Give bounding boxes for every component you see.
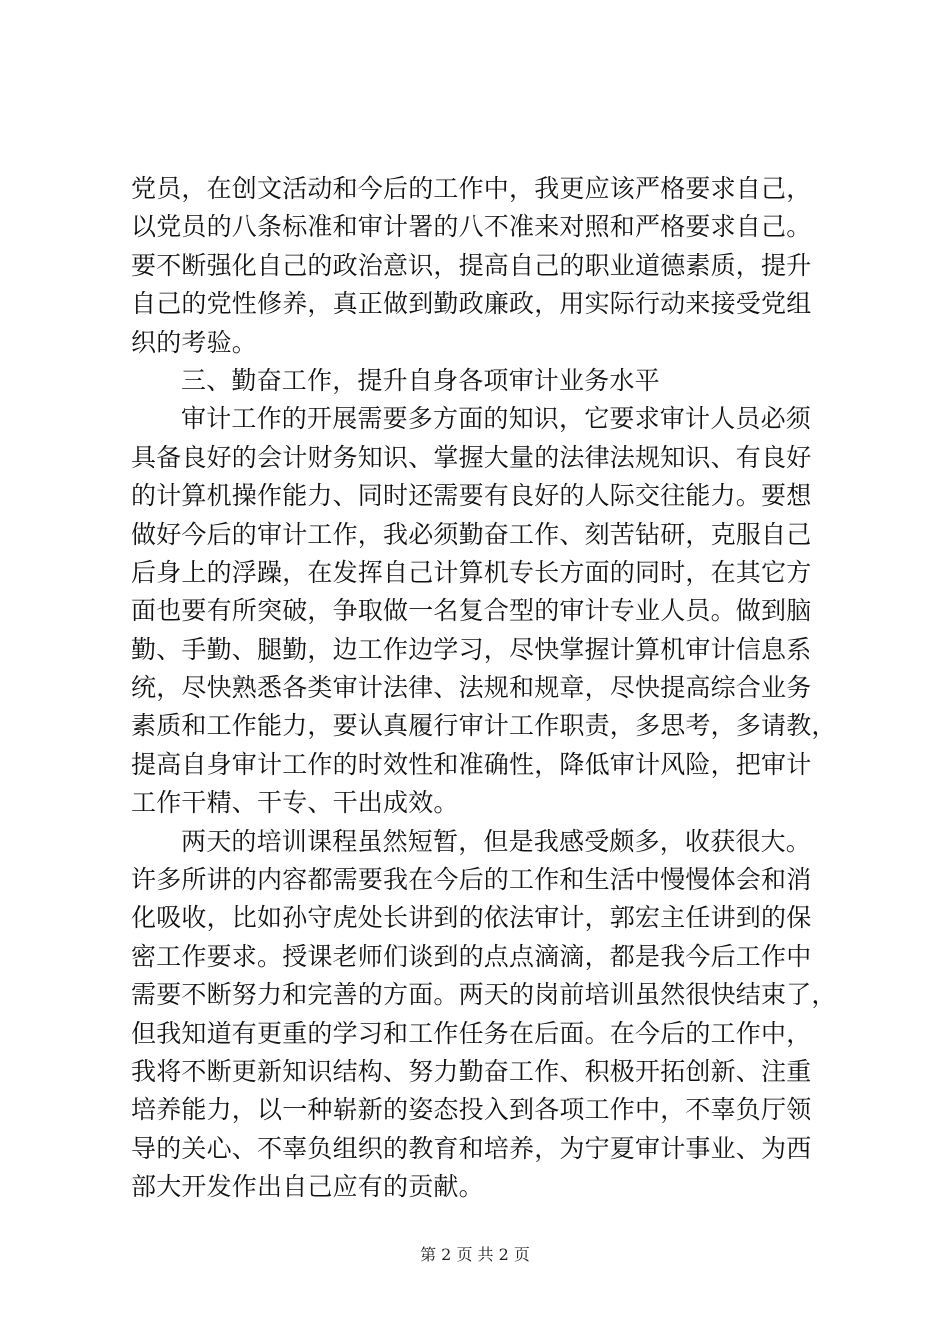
text-line: 需要不断努力和完善的方面。两天的岗前培训虽然很快结束了， bbox=[131, 980, 837, 1010]
text-line: 以党员的八条标准和审计署的八不准来对照和严格要求自己。 bbox=[131, 212, 812, 242]
text-line: 具备良好的会计财务知识、掌握大量的法律法规知识、有良好 bbox=[131, 442, 812, 472]
text-line: 面也要有所突破，争取做一名复合型的审计专业人员。做到脑 bbox=[131, 596, 812, 626]
text-line: 许多所讲的内容都需要我在今后的工作和生活中慢慢体会和消 bbox=[131, 865, 812, 895]
text-line: 审计工作的开展需要多方面的知识，它要求审计人员必须 bbox=[181, 404, 812, 434]
text-line: 培养能力，以一种崭新的姿态投入到各项工作中，不辜负厅领 bbox=[131, 1095, 812, 1125]
text-line: 党员，在创文活动和今后的工作中，我更应该严格要求自己， bbox=[131, 174, 812, 203]
text-line: 要不断强化自己的政治意识，提高自己的职业道德素质，提升 bbox=[131, 250, 812, 280]
text-line: 工作干精、干专、干出成效。 bbox=[131, 788, 459, 818]
text-line: 密工作要求。授课老师们谈到的点点滴滴，都是我今后工作中 bbox=[131, 941, 812, 971]
page-number-footer: 第 2 页 共 2 页 bbox=[420, 1245, 530, 1264]
document-body bbox=[131, 170, 837, 1207]
text-line: 部大开发作出自己应有的贡献。 bbox=[131, 1172, 484, 1202]
text-line: 后身上的浮躁，在发挥自己计算机专长方面的同时，在其它方 bbox=[131, 557, 812, 587]
text-line: 自己的党性修养，真正做到勤政廉政，用实际行动来接受党组 bbox=[131, 289, 812, 319]
text-line: 但我知道有更重的学习和工作任务在后面。在今后的工作中， bbox=[131, 1018, 812, 1048]
text-line: 的计算机操作能力、同时还需要有良好的人际交往能力。要想 bbox=[131, 481, 812, 511]
text-line: 做好今后的审计工作，我必须勤奋工作、刻苦钻研，克服自己 bbox=[131, 519, 812, 549]
text-line: 化吸收，比如孙守虎处长讲到的依法审计，郭宏主任讲到的保 bbox=[131, 903, 812, 933]
text-line: 两天的培训课程虽然短暂，但是我感受颇多，收获很大。 bbox=[181, 826, 812, 856]
text-line: 我将不断更新知识结构、努力勤奋工作、积极开拓创新、注重 bbox=[131, 1056, 812, 1086]
section-heading: 三、勤奋工作，提升自身各项审计业务水平 bbox=[181, 365, 660, 395]
text-line: 织的考验。 bbox=[131, 327, 258, 357]
text-line: 素质和工作能力，要认真履行审计工作职责，多思考，多请教， bbox=[131, 711, 837, 741]
text-line: 导的关心、不辜负组织的教育和培养，为宁夏审计事业、为西 bbox=[131, 1133, 812, 1163]
text-line: 勤、手勤、腿勤，边工作边学习，尽快掌握计算机审计信息系 bbox=[131, 634, 812, 664]
text-line: 统，尽快熟悉各类审计法律、法规和规章，尽快提高综合业务 bbox=[131, 673, 812, 703]
text-line: 提高自身审计工作的时效性和准确性，降低审计风险，把审计 bbox=[131, 749, 812, 779]
